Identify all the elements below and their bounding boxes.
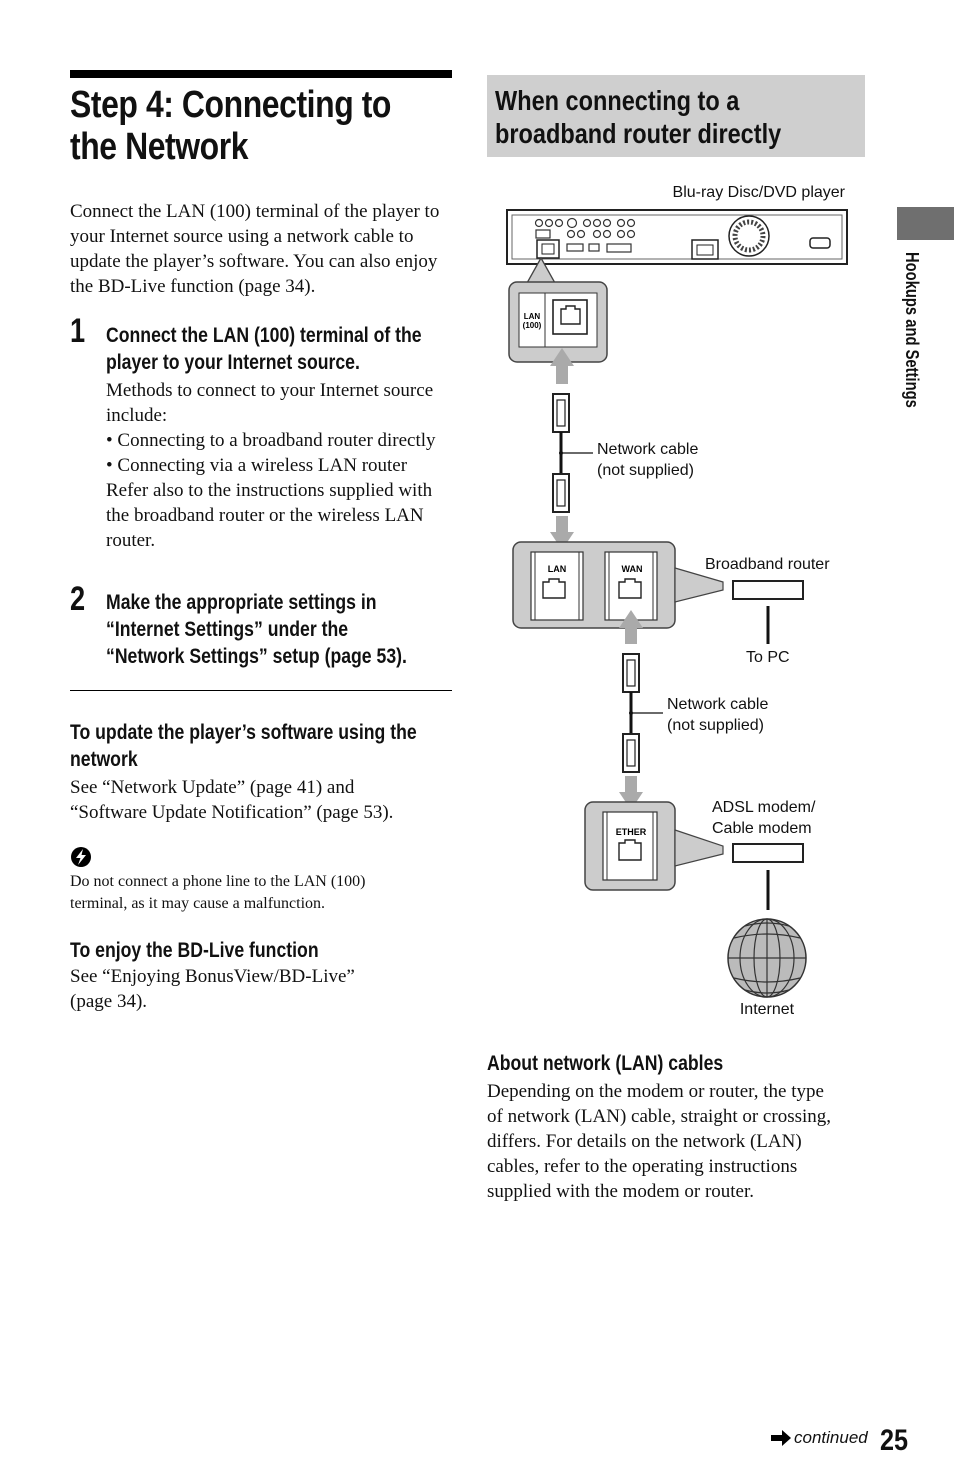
tip-text-line-2: terminal, as it may cause a malfunction.	[70, 895, 326, 912]
router-ports-callout	[513, 542, 723, 628]
bdlive-heading	[70, 937, 423, 964]
step-2-heading-line-1: Make the appropriate settings in	[106, 591, 377, 614]
step-2-heading	[106, 589, 459, 670]
side-tab-label-text: Hookups and Settings	[902, 252, 922, 408]
modem-label-2: Cable modem	[712, 820, 812, 837]
step-2-heading-line-2: “Internet Settings” under the	[106, 618, 349, 641]
update-heading-line-2: network	[70, 748, 138, 771]
update-body	[70, 775, 452, 825]
step-1-heading-line-1: Connect the LAN (100) terminal of the	[106, 324, 422, 347]
bluray-player-icon	[507, 210, 847, 264]
step-1-number: 1	[70, 312, 86, 350]
bdlive-body-line-2: (page 34).	[70, 991, 148, 1012]
page-number: 25	[880, 1424, 909, 1457]
network-cable-2-label-2: (not supplied)	[667, 717, 764, 734]
update-heading-line-1: To update the player’s software using the	[70, 721, 417, 744]
step-1-heading-line-2: player to your Internet source.	[106, 351, 360, 374]
player-label: Blu-ray Disc/DVD player	[672, 184, 845, 201]
lan-100-port-label-2: (100)	[522, 321, 542, 330]
cables-body-line-4: cables, refer to the operating instructions	[487, 1156, 798, 1177]
globe-icon	[728, 919, 806, 997]
bdlive-body-line-1: See “Enjoying BonusView/BD-Live”	[70, 966, 355, 987]
network-cable-2-icon	[619, 610, 663, 810]
section-title-line-1: When connecting to a	[495, 85, 740, 116]
broadband-router-icon	[733, 581, 803, 599]
section-title	[495, 84, 865, 150]
section-divider	[70, 690, 452, 691]
tip-text	[70, 871, 452, 915]
side-tab-marker	[897, 207, 954, 240]
network-cable-2-label-1: Network cable	[667, 696, 769, 713]
network-cable-1-label-2: (not supplied)	[597, 462, 694, 479]
step-1-body	[106, 378, 452, 553]
title-rule	[70, 70, 452, 78]
bdlive-heading-text: To enjoy the BD-Live function	[70, 939, 319, 962]
cables-heading	[487, 1050, 840, 1077]
step-2-heading-line-3: “Network Settings” setup (page 53).	[106, 645, 407, 668]
step-2-number: 2	[70, 580, 86, 618]
modem-ether-port-label: ETHER	[615, 827, 647, 837]
cables-heading-text: About network (LAN) cables	[487, 1052, 724, 1075]
cables-body-line-5: supplied with the modem or router.	[487, 1181, 755, 1202]
modem-label-1: ADSL modem/	[712, 799, 816, 816]
router-lan-port-label: LAN	[547, 564, 567, 574]
adsl-modem-icon	[733, 844, 803, 862]
cables-body-line-1: Depending on the modem or router, the type	[487, 1081, 824, 1102]
tip-text-line-1: Do not connect a phone line to the LAN (100)	[70, 873, 366, 890]
cables-body	[487, 1079, 867, 1204]
broadband-router-label: Broadband router	[705, 556, 830, 573]
update-body-line-2: “Software Update Notification” (page 53).	[70, 802, 394, 823]
update-body-line-1: See “Network Update” (page 41) and	[70, 777, 355, 798]
lan-100-port-label-1: LAN	[523, 312, 541, 321]
cables-body-line-3: differs. For details on the network (LAN)	[487, 1131, 802, 1152]
router-wan-port-label: WAN	[621, 564, 643, 574]
continued-text: continued	[794, 1428, 868, 1447]
modem-port-callout	[585, 802, 723, 890]
network-cable-1-label-1: Network cable	[597, 441, 699, 458]
cables-body-line-2: of network (LAN) cable, straight or crossing,	[487, 1106, 832, 1127]
page-title	[70, 84, 406, 168]
to-pc-label: To PC	[746, 649, 790, 666]
network-cable-1-icon	[550, 348, 593, 550]
section-title-line-2: broadband router directly	[495, 118, 782, 149]
step-1-bullet-router: • Connecting to a broadband router directly	[106, 430, 436, 451]
intro-paragraph: Connect the LAN (100) terminal of the player to your Internet source using a network cable to update the player’s software. You can also enjoy the BD-Live function (page 34).	[70, 201, 440, 297]
network-connection-diagram	[487, 170, 867, 1030]
page-title-line-2: the Network	[70, 126, 249, 168]
step-1-body-methods: Methods to connect to your Internet source include:	[106, 380, 434, 426]
update-heading	[70, 719, 456, 773]
continued-arrow-icon	[770, 1429, 792, 1447]
page-title-line-1: Step 4: Connecting to	[70, 84, 392, 126]
side-tab-label	[902, 252, 922, 432]
tip-lightning-icon	[70, 846, 92, 868]
internet-label: Internet	[739, 1001, 795, 1018]
step-1-bullet-wireless: • Connecting via a wireless LAN router	[106, 455, 408, 476]
step-1-body-refer: Refer also to the instructions supplied with the broadband router or the wireless LAN router.	[106, 480, 433, 551]
step-1-heading	[106, 322, 459, 376]
bdlive-body	[70, 964, 452, 1014]
